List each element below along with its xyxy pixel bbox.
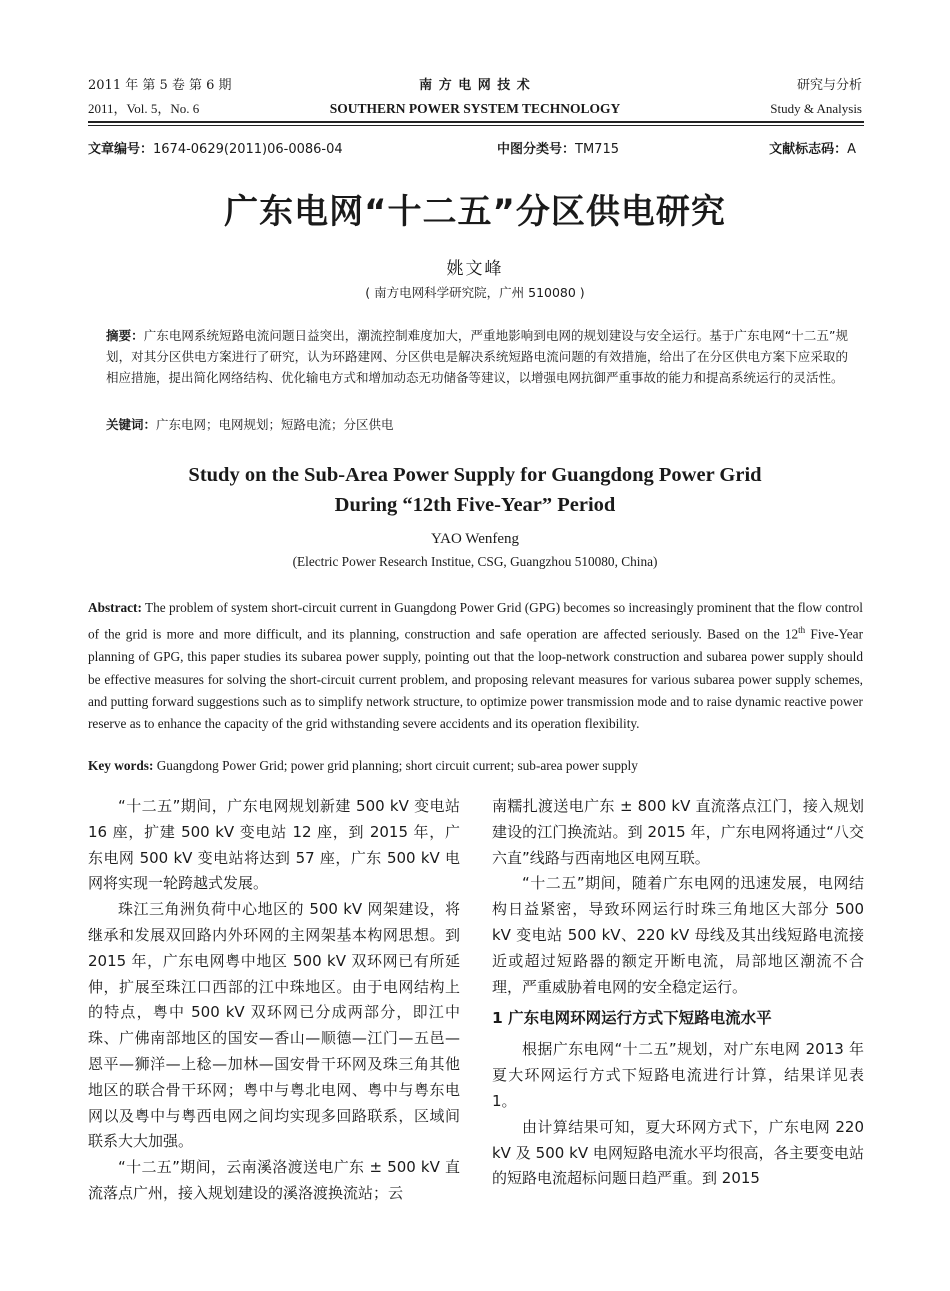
header-issue-cn: 2011 年 第 5 卷 第 6 期 bbox=[88, 78, 232, 93]
abstract-en-label: Abstract: bbox=[88, 600, 142, 615]
abstract-en-text-b: Five-Year planning of GPG, this paper studies its subarea power supply, pointing out that the loop-network construction and subarea power supply should be effective measures for solving the short-circuit current problem, and proposing relevant measures for various subarea power supply schemes, and putting forward suggestions such as to simplify network structure, to optimize power transmission mode and to raise dynamic reactive power reserve as to enhance the capacity of the grid withstanding severe accidents and its operation flexibility. bbox=[88, 626, 863, 732]
article-number-value: 1674-0629(2011)06-0086-04 bbox=[153, 142, 343, 157]
document-code-label: 文献标志码： bbox=[769, 142, 848, 157]
abstract-cn-text: 广东电网系统短路电流问题日益突出，潮流控制难度加大，严重地影响到电网的规划建设与安全运行。基于广东电网“十二五”规划，对其分区供电方案进行了研究，认为环路建网、分区供电是解决系统短路电流问题的有效措施，给出了在分区供电方案下应采取的相应措施，提出简化网络结构、优化输电方式和增加动态无功储备等建议，以增强电网抗御严重事故的能力和提高系统运行的灵活性。 bbox=[106, 328, 848, 385]
keywords-en bbox=[88, 755, 863, 777]
document-code-value: A bbox=[847, 142, 856, 157]
author-cn: 姚文峰 bbox=[446, 259, 504, 279]
journal-name-cn: 南 方 电 网 技 术 bbox=[419, 78, 531, 93]
keywords-cn bbox=[106, 415, 848, 436]
section-name-en: Study & Analysis bbox=[770, 101, 862, 116]
clc-number bbox=[497, 138, 619, 157]
keywords-cn-label: 关键词： bbox=[106, 417, 157, 432]
header-rule-thick bbox=[88, 121, 864, 123]
paper-title-cn: 广东电网“十二五”分区供电研究 bbox=[224, 192, 726, 232]
affiliation-cn: ( 南方电网科学研究院，广州 510080 ) bbox=[365, 285, 585, 300]
abstract-en-superscript: th bbox=[798, 625, 806, 636]
header-issue-en: 2011，Vol. 5，No. 6 bbox=[88, 101, 200, 116]
keywords-cn-text: 广东电网；电网规划；短路电流；分区供电 bbox=[156, 417, 394, 432]
keywords-en-label: Key words: bbox=[88, 758, 154, 773]
paper-title-en-line2: During “12th Five-Year” Period bbox=[334, 494, 616, 516]
body-right-column bbox=[492, 794, 864, 1192]
document-code bbox=[769, 138, 856, 157]
body-paragraph: “十二五”期间，随着广东电网的迅速发展，电网结构日益紧密，导致环网运行时珠三角地区大部分 500 kV 变电站 500 kV、220 kV 母线及其出线短路电流接近或超过短路器的额定开断电流，局部地区潮流不合理，严重威胁着电网的安全稳定运行。 bbox=[492, 874, 864, 996]
clc-value: TM715 bbox=[575, 142, 619, 157]
affiliation-en: (Electric Power Research Institue, CSG, Guangzhou 510080, China) bbox=[292, 554, 658, 569]
author-en: YAO Wenfeng bbox=[430, 531, 520, 547]
body-paragraph: 根据广东电网“十二五”规划，对广东电网 2013 年夏大环网运行方式下短路电流进行计算，结果详见表 1。 bbox=[492, 1040, 864, 1110]
abstract-en bbox=[88, 597, 863, 736]
abstract-en-text-a: The problem of system short-circuit current in Guangdong Power Grid (GPG) becomes so increasingly prominent that the flow control of the grid is more and more difficult, and its planning, construction and safe operation are affected seriously. Based on the 12 bbox=[88, 600, 863, 642]
journal-name-en: SOUTHERN POWER SYSTEM TECHNOLOGY bbox=[329, 101, 621, 116]
abstract-cn bbox=[106, 326, 848, 388]
keywords-en-text: Guangdong Power Grid; power grid planning; short circuit current; sub-area power supply bbox=[153, 758, 638, 773]
body-paragraph: 南糯扎渡送电广东 ± 800 kV 直流落点江门，接入规划建设的江门换流站。到 2015 年，广东电网将通过“八交六直”线路与西南地区电网互联。 bbox=[492, 797, 864, 867]
section-name-cn: 研究与分析 bbox=[796, 78, 862, 93]
paper-title-en-line1: Study on the Sub-Area Power Supply for Guangdong Power Grid bbox=[188, 464, 762, 486]
body-paragraph: “十二五”期间，广东电网规划新建 500 kV 变电站 16 座，扩建 500 kV 变电站 12 座，到 2015 年，广东电网 500 kV 变电站将达到 57 座，广东 500 kV 电网将实现一轮跨越式发展。 bbox=[88, 797, 460, 893]
clc-label: 中图分类号： bbox=[497, 142, 576, 157]
body-paragraph: “十二五”期间，云南溪洛渡送电广东 ± 500 kV 直流落点广州，接入规划建设的溪洛渡换流站；云 bbox=[88, 1158, 460, 1202]
section-heading-1: 1 广东电网环网运行方式下短路电流水平 bbox=[492, 1009, 772, 1028]
body-paragraph: 珠江三角洲负荷中心地区的 500 kV 网架建设，将继承和发展双回路内外环网的主网架基本构网思想。到 2015 年，广东电网粤中地区 500 kV 双环网已有所延伸，扩展至珠江口西部的江中珠地区。由于电网结构上的特点，粤中 500 kV 双环网已分成两部分，即江中珠、广佛南部地区的国安—香山—顺德—江门—五邑—恩平—狮洋—上稔—加林—国安骨干环网及珠三角其他地区的联合骨干环网；粤中与粤北电网、粤中与粤东电网以及粤中与粤西电网之间均实现多回路联系，区域间联系大大加强。 bbox=[88, 900, 460, 1151]
header-rule-thin bbox=[88, 125, 864, 126]
abstract-cn-label: 摘要： bbox=[106, 328, 144, 343]
article-number bbox=[88, 138, 343, 157]
body-left-column bbox=[88, 794, 460, 1207]
article-number-label: 文章编号： bbox=[88, 142, 154, 157]
body-paragraph: 由计算结果可知，夏大环网方式下，广东电网 220 kV 及 500 kV 电网短路电流水平均很高，各主要变电站的短路电流超标问题日趋严重。到 2015 bbox=[492, 1117, 864, 1188]
